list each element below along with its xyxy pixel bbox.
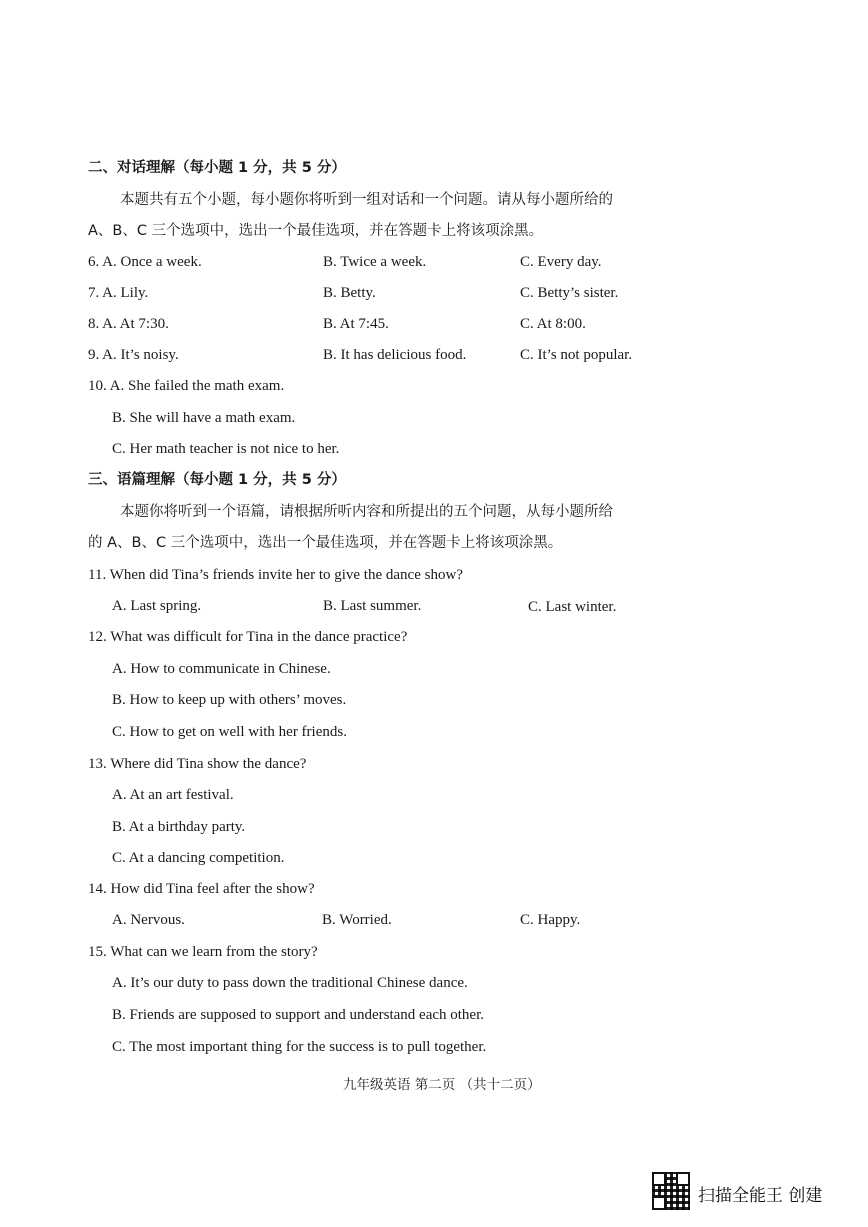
qr-code-icon [652, 1172, 690, 1210]
q7-option-b: B. Betty. [323, 285, 376, 301]
q7-option-a: 7. A. Lily. [88, 285, 149, 301]
section3-instruction-line1: 本题你将听到一个语篇，请根据所听内容和所提出的五个问题，从每小题所给 [120, 504, 613, 520]
q15-option-c: C. The most important thing for the success is to pull together. [112, 1039, 487, 1055]
q14-option-c: C. Happy. [520, 912, 581, 928]
q12-option-b: B. How to keep up with others’ moves. [112, 692, 347, 708]
section2-instruction-line1: 本题共有五个小题，每小题你将听到一组对话和一个问题。请从每小题所给的 [120, 192, 613, 208]
q11-question: 11. When did Tina’s friends invite her to give the dance show? [88, 567, 463, 583]
q9-option-b: B. It has delicious food. [323, 347, 467, 363]
q8-option-b: B. At 7:45. [323, 316, 389, 332]
q6-option-c: C. Every day. [520, 254, 602, 270]
q14-option-b: B. Worried. [322, 912, 392, 928]
q15-option-b: B. Friends are supposed to support and understand each other. [112, 1007, 485, 1023]
q12-option-c: C. How to get on well with her friends. [112, 724, 347, 740]
q13-question: 13. Where did Tina show the dance? [88, 756, 307, 772]
q12-question: 12. What was difficult for Tina in the dance practice? [88, 629, 408, 645]
section2-instruction-line2: A、B、C 三个选项中，选出一个最佳选项，并在答题卡上将该项涂黑。 [88, 223, 544, 239]
q10-option-c: C. Her math teacher is not nice to her. [112, 441, 340, 457]
q11-option-b: B. Last summer. [323, 598, 422, 614]
q8-option-c: C. At 8:00. [520, 316, 586, 332]
section3-instruction-line2: 的 A、B、C 三个选项中，选出一个最佳选项，并在答题卡上将该项涂黑。 [88, 535, 563, 551]
page-footer: 九年级英语 第二页 （共十二页） [343, 1077, 541, 1093]
q11-option-a: A. Last spring. [112, 598, 202, 614]
q7-option-c: C. Betty’s sister. [520, 285, 619, 301]
q9-option-a: 9. A. It’s noisy. [88, 347, 179, 363]
q9-option-c: C. It’s not popular. [520, 347, 633, 363]
q13-option-a: A. At an art festival. [112, 787, 234, 803]
section3-heading: 三、语篇理解（每小题 1 分，共 5 分） [88, 472, 346, 488]
q15-question: 15. What can we learn from the story? [88, 944, 318, 960]
q13-option-b: B. At a birthday party. [112, 819, 246, 835]
q15-option-a: A. It’s our duty to pass down the traditional Chinese dance. [112, 975, 468, 991]
section2-heading: 二、对话理解（每小题 1 分，共 5 分） [88, 160, 346, 176]
q11-option-c: C. Last winter. [528, 599, 617, 615]
q14-question: 14. How did Tina feel after the show? [88, 881, 315, 897]
q10-option-a: 10. A. She failed the math exam. [88, 378, 285, 394]
q13-option-c: C. At a dancing competition. [112, 850, 285, 866]
q6-option-b: B. Twice a week. [323, 254, 427, 270]
scanner-watermark: 扫描全能王 创建 [698, 1186, 823, 1206]
q10-option-b: B. She will have a math exam. [112, 410, 296, 426]
q8-option-a: 8. A. At 7:30. [88, 316, 169, 332]
q12-option-a: A. How to communicate in Chinese. [112, 661, 331, 677]
q14-option-a: A. Nervous. [112, 912, 185, 928]
q6-option-a: 6. A. Once a week. [88, 254, 202, 270]
